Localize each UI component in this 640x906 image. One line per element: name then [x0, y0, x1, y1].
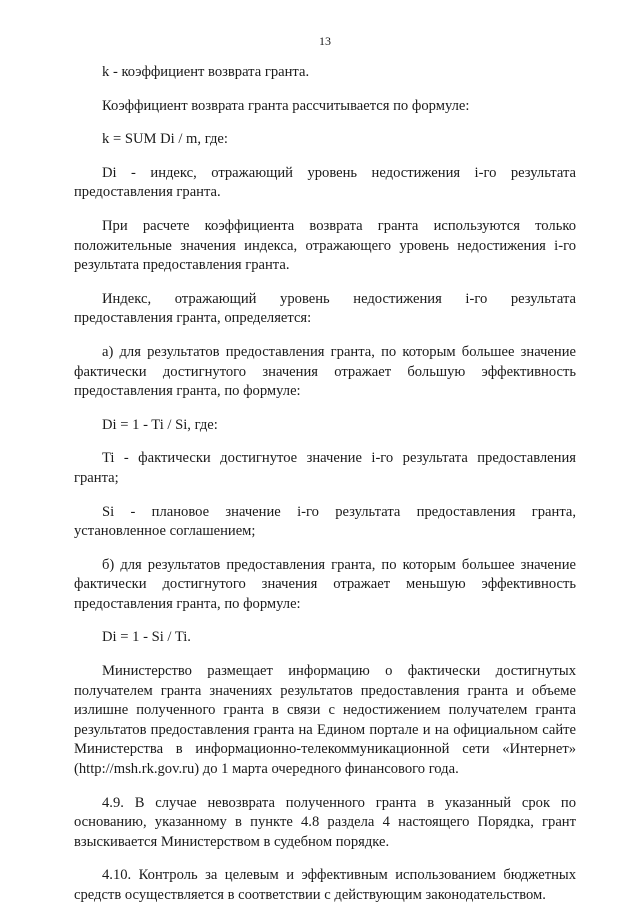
paragraph-formula-intro: Коэффициент возврата гранта рассчитывается по формуле: — [102, 97, 470, 114]
paragraph-index-determined: Индекс, отражающий уровень недостижения i-го результата предоставления гранта, определяется: — [74, 290, 576, 327]
formula-di-a: Di = 1 - Ti / Si, где: — [102, 416, 218, 433]
paragraph-case-a: а) для результатов предоставления гранта, по которым большее значение фактически достигнутого значения отражает большую эффективность предоставления гранта, по формуле: — [74, 343, 576, 400]
paragraph-case-b: б) для результатов предоставления гранта, по которым большее значение фактически достигнутого значения отражает меньшую эффективность предоставления гранта, по формуле: — [74, 556, 576, 612]
formula-k: k = SUM Di / m, где: — [102, 131, 228, 148]
page-number: 13 — [319, 34, 331, 48]
paragraph-di-definition: Di - индекс, отражающий уровень недостижения i-го результата предоставления гранта. — [74, 164, 576, 201]
paragraph-si-definition: Si - плановое значение i-го результата предоставления гранта, установленное соглашением; — [74, 503, 576, 540]
paragraph-4-9: 4.9. В случае невозврата полученного гранта в указанный срок по основанию, указанному в пункте 4.8 раздела 4 настоящего Порядка, грант взыскивается Министерством в судебном порядке. — [74, 794, 576, 850]
paragraph-ti-definition: Ti - фактически достигнутое значение i-го результата предоставления гранта; — [74, 450, 576, 486]
paragraph-positive-values: При расчете коэффициента возврата гранта используются только положительные значения индекса, отражающего уровень недостижения i-го результата предоставления гранта. — [74, 217, 576, 274]
paragraph-4-10: 4.10. Контроль за целевым и эффективным использованием бюджетных средств осуществляется в соответствии с действующим законодательством. — [74, 867, 576, 903]
paragraph-ministry-info: Министерство размещает информацию о фактически достигнутых получателем гранта значениях результатов предоставления гранта и объеме излишне полученного гранта в связи с недостижением получателем гранта результатов предоставления гранта на Едином портале и на официальном сайте Министерства в информационно-телекоммуникационной сети «Интернет» (http://msh.rk.gov.ru) до 1 марта очередного финансового года. — [74, 663, 576, 778]
paragraph-k-definition: k - коэффициент возврата гранта. — [102, 64, 310, 80]
formula-di-b: Di = 1 - Si / Ti. — [102, 629, 191, 646]
